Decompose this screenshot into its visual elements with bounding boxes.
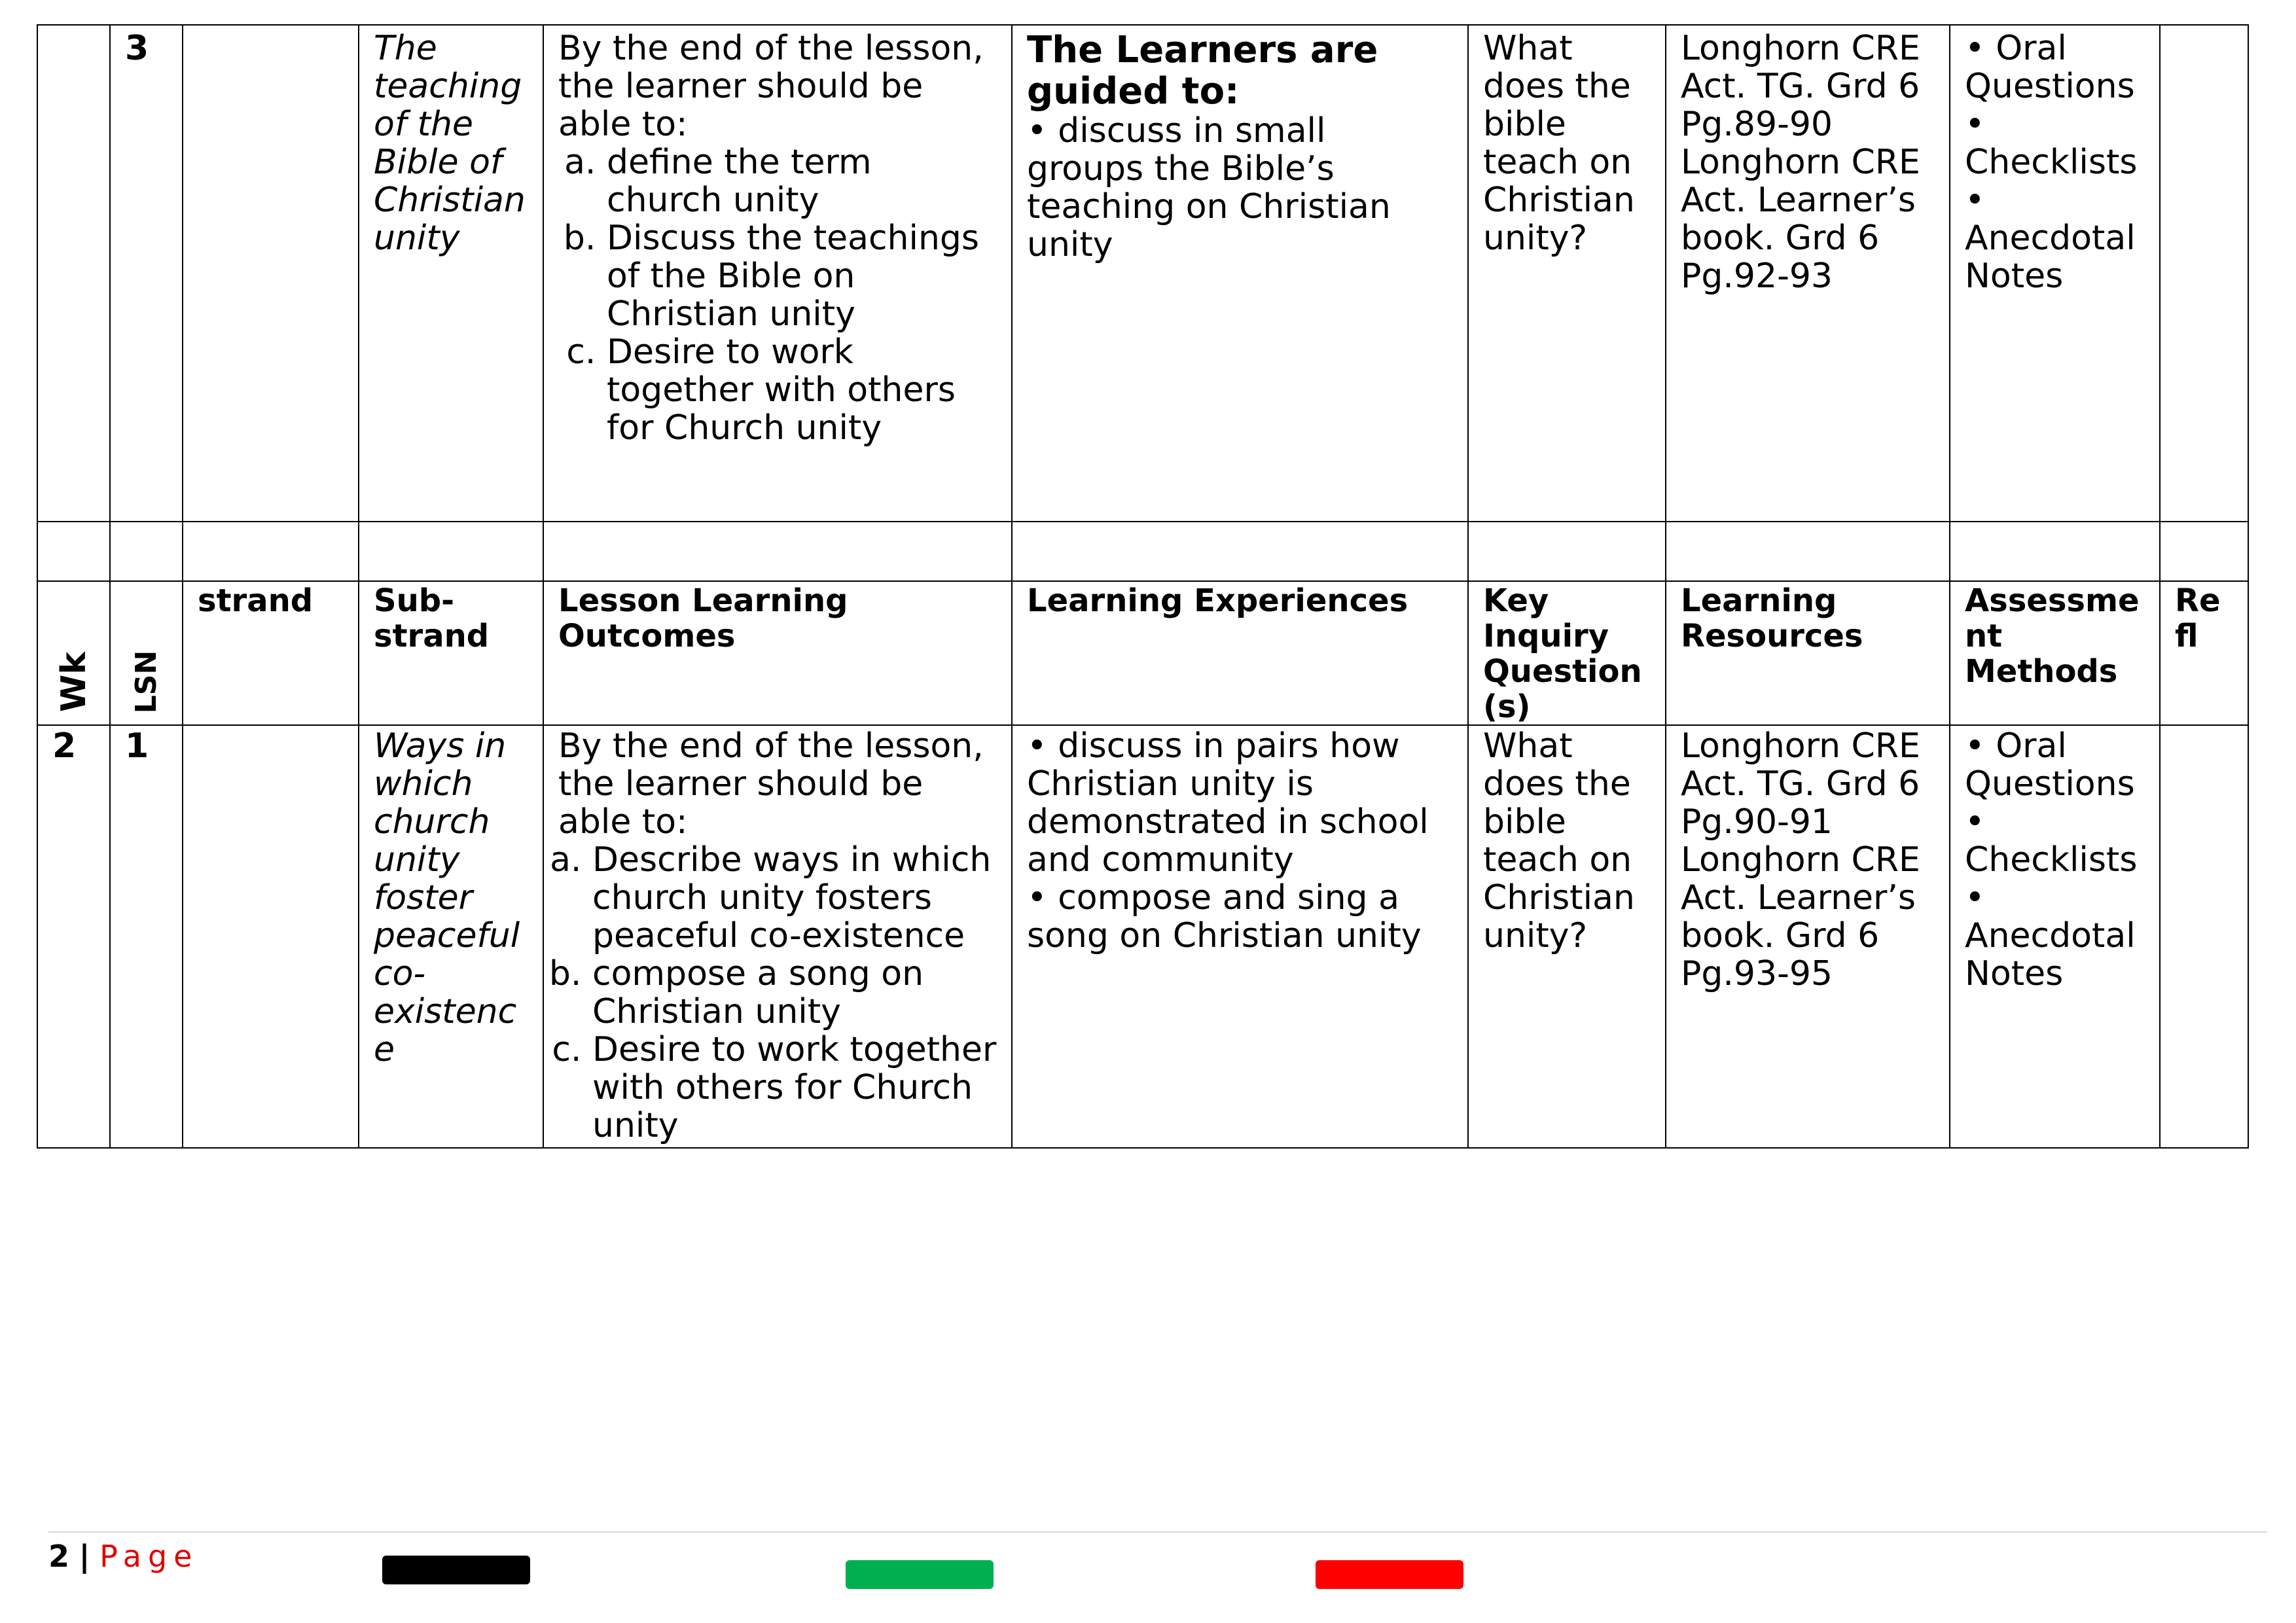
outcomes-cell <box>543 725 1012 1148</box>
lesson-number: 1 <box>125 726 149 766</box>
outcome-item: b. Discuss the teachings of the Bible on Christian unity <box>607 219 997 333</box>
outcome-item: c. Desire to work together with others for Church unity <box>592 1031 997 1145</box>
green-bar <box>846 1560 994 1589</box>
header-wk <box>37 581 110 725</box>
assessment-cell <box>1950 25 2160 522</box>
blank-cell <box>1950 522 2160 581</box>
wk-cell <box>37 25 110 522</box>
strand-cell <box>183 725 359 1148</box>
scheme-of-work-table <box>37 24 2249 1149</box>
header-wk-label: Wk <box>54 652 94 712</box>
outcomes-list <box>544 841 997 1145</box>
experiences-cell <box>1012 25 1468 522</box>
assessment-item: • Checklists <box>1965 802 2138 880</box>
strand-cell <box>183 25 359 522</box>
header-assessment: Assessment Methods <box>1950 581 2160 725</box>
outcomes-list <box>558 143 997 447</box>
experience-item: • compose and sing a song on Christian unity <box>1027 878 1422 955</box>
header-resources: Learning Resources <box>1666 581 1950 725</box>
reflection-cell <box>2160 725 2248 1148</box>
inquiry-cell: What does the bible teach on Christian unity? <box>1468 725 1666 1148</box>
header-outcomes: Lesson Learning Outcomes <box>543 581 1012 725</box>
lesson-number: 3 <box>125 29 149 68</box>
blank-cell <box>37 522 110 581</box>
experience-item: • discuss in pairs how Christian unity is demonstrated in school and community <box>1027 726 1429 880</box>
blank-cell <box>1012 522 1468 581</box>
experiences-heading: The Learners are guided to: <box>1027 29 1378 113</box>
assessment-item: • Oral Questions <box>1965 29 2135 106</box>
outcome-item: a. Describe ways in which church unity fosters peaceful co-existence <box>592 841 997 955</box>
lesson-row-3 <box>37 25 2248 522</box>
page-number: 2 <box>48 1539 70 1574</box>
week-number: 2 <box>52 726 77 766</box>
outcomes-cell <box>543 25 1012 522</box>
substrand-cell: Ways in which church unity foster peaceful co-existence <box>359 725 543 1148</box>
reflection-cell <box>2160 25 2248 522</box>
assessment-item: • Oral Questions <box>1965 726 2135 804</box>
wk-cell <box>37 725 110 1148</box>
assessment-cell <box>1950 725 2160 1148</box>
blank-cell <box>1468 522 1666 581</box>
resources-cell: Longhorn CRE Act. TG. Grd 6 Pg.90-91 Longhorn CRE Act. Learner’s book. Grd 6 Pg.93-95 <box>1666 725 1950 1148</box>
experience-item: • discuss in small groups the Bible’s teaching on Christian unity <box>1027 111 1391 264</box>
resources-cell: Longhorn CRE Act. TG. Grd 6 Pg.89-90 Longhorn CRE Act. Learner’s book. Grd 6 Pg.92-93 <box>1666 25 1950 522</box>
blank-row <box>37 522 2248 581</box>
header-strand: strand <box>183 581 359 725</box>
page-label: Page <box>99 1539 199 1574</box>
header-reflection: Refl <box>2160 581 2248 725</box>
inquiry-cell: What does the bible teach on Christian unity? <box>1468 25 1666 522</box>
blank-cell <box>110 522 183 581</box>
outcome-item: a. define the term church unity <box>607 143 997 219</box>
assessment-item: • Anecdotal Notes <box>1965 878 2136 993</box>
blank-cell <box>543 522 1012 581</box>
outcome-item: c. Desire to work together with others for Church unity <box>607 333 997 447</box>
header-row <box>37 581 2248 725</box>
outcomes-intro: By the end of the lesson, the learner should be able to: <box>558 726 984 842</box>
substrand-cell: The teaching of the Bible of Christian unity <box>359 25 543 522</box>
header-substrand: Sub-strand <box>359 581 543 725</box>
outcomes-intro: By the end of the lesson, the learner should be able to: <box>558 29 984 144</box>
black-bar <box>382 1556 530 1584</box>
experiences-cell <box>1012 725 1468 1148</box>
footer-separator: | <box>79 1539 90 1574</box>
blank-cell <box>2160 522 2248 581</box>
assessment-item: • Checklists <box>1965 105 2138 182</box>
header-inquiry: Key Inquiry Question(s) <box>1468 581 1666 725</box>
outcome-item: b. compose a song on Christian unity <box>592 955 997 1031</box>
red-bar <box>1316 1560 1463 1589</box>
lsn-cell <box>110 725 183 1148</box>
header-lsn <box>110 581 183 725</box>
header-experiences: Learning Experiences <box>1012 581 1468 725</box>
assessment-item: • Anecdotal Notes <box>1965 181 2136 296</box>
header-lsn-label: LSN <box>129 650 163 714</box>
footer-divider <box>48 1531 2267 1533</box>
blank-cell <box>1666 522 1950 581</box>
blank-cell <box>359 522 543 581</box>
lesson-row-1 <box>37 725 2248 1148</box>
blank-cell <box>183 522 359 581</box>
lsn-cell <box>110 25 183 522</box>
page-footer <box>48 1539 198 1573</box>
